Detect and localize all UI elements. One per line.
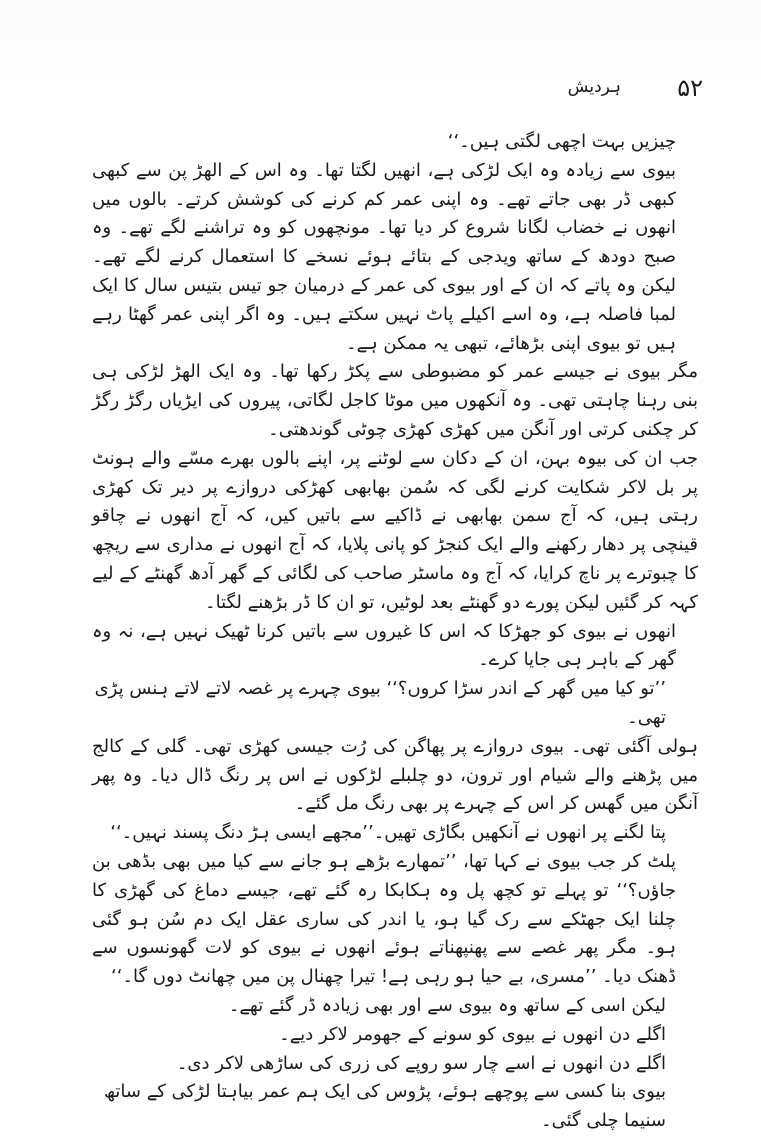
page-header xyxy=(0,72,761,112)
paragraph: بیوی بنا کسی سے پوچھے ہوئے، پڑوس کی ایک ہم عمر بیاہتا لڑکی کے ساتھ سنیما چلی گئی۔ xyxy=(104,1081,666,1132)
paragraph: لیکن اسی کے ساتھ وہ بیوی سے اور بھی زیادہ ڈر گئے تھے۔ xyxy=(228,994,666,1016)
paragraph: اگلے دن انھوں نے بیوی کو سونے کے جھومر لاکر دیے۔ xyxy=(279,1023,666,1045)
paragraph: پلٹ کر جب بیوی نے کہا تھا، ’’تمھارے بڑھے ہو جانے سے کیا میں بھی بڈھی بن جاؤں؟‘‘ تو پہلے تو کچھ پل وہ ہکابکا رہ گئے تھے، جیسے دماغ کی گھڑی کا چلنا ایک جھٹکے سے رک گیا ہو، یا اندر کی ساری عقل ایک دم سُن ہو گئی ہو۔ مگر پھر غصے سے پھنپھناتے ہوئے انھوں نے بیوی کو لات گھونسوں سے ڈھنک دیا۔ ’’مسری، بے حیا ہو رہی ہے! تیرا چھنال پن میں چھانٹ دوں گا۔‘‘ xyxy=(92,850,676,988)
paragraph: بیوی سے زیادہ وہ ایک لڑکی ہے، انھیں لگتا تھا۔ وہ اس کے الھڑ پن سے کبھی کبھی ڈر بھی جاتے تھے۔ وہ اپنی عمر کم کرنے کی کوشش کرتے۔ بالوں میں انھوں نے خضاب لگانا شروع کر دیا تھا۔ مونچھوں کو وہ تراشنے لگے تھے۔ وہ صبح دودھ کے ساتھ ویدجی کے بتائے ہوئے نسخے کا استعمال کرنے لگے تھے۔لیکن وہ پاتے کہ ان کے اور بیوی کی عمر کے درمیان جو تیس بتیس سال کا ایک لمبا فاصلہ ہے، وہ اسے اکیلے پاٹ نہیں سکتے ہیں۔ وہ اگر اپنی عمر گھٹا رہے ہیں تو بیوی اپنی بڑھائے، تبھی یہ ممکن ہے۔ xyxy=(92,159,676,354)
paragraph: انھوں نے بیوی کو جھڑکا کہ اس کا غیروں سے باتیں کرنا ٹھیک نہیں ہے، نہ وہ گھر کے باہر ہی جایا کرے۔ xyxy=(92,620,676,671)
paragraph: ہولی آگئی تھی۔ بیوی دروازے پر پھاگن کی رُت جیسی کھڑی تھی۔ گلی کے کالج میں پڑھنے والے شیام اور ترون، دو چلبلے لڑکوں نے اس پر رنگ ڈال دیا۔ وہ پھر آنگن میں گھس کر اس کے چہرے پر بھی رنگ مل گئے۔ xyxy=(92,735,698,815)
running-title: ہردیش xyxy=(567,77,621,97)
body-text xyxy=(92,128,698,1136)
paragraph: ’’تو کیا میں گھر کے اندر سڑا کروں؟‘‘ بیوی چہرے پر غصہ لاتے لاتے ہنس پڑی تھی۔ xyxy=(94,678,666,728)
paragraph: اگلے دن انھوں نے اسے چار سو روپے کی زری کی ساڑھی لاکر دی۔ xyxy=(176,1052,666,1074)
paragraph: پتا لگنے پر انھوں نے آنکھیں بگاڑی تھیں۔’’مجھے ایسی ہڑ دنگ پسند نہیں۔‘‘ xyxy=(110,822,666,844)
paragraph: جب ان کی بیوہ بہن، ان کے دکان سے لوٹنے پر، اپنے بالوں بھرے مسّے والے ہونٹ پر بل لاکر شکایت کرنے لگی کہ سُمن بھابھی کھڑکی دروازے پر دیر تک کھڑی رہتی ہیں، کہ آج سمن بھابھی نے ڈاکیے سے باتیں کیں، کہ آج انھوں نے چاقو قینچی پر دھار رکھنے والے ایک کنجڑ کو پانی پلایا، کہ آج انھوں نے مداری سے ریچھ کا چبوترے پر ناچ کرایا، کہ آج وہ ماسٹر صاحب کی لگائی کے گھر آدھ گھنٹے کے لیے کہہ کر گئیں لیکن پورے دو گھنٹے بعد لوٹیں، تو ان کا ڈر بڑھنے لگتا۔ xyxy=(92,447,698,613)
page-number: ۵۲ xyxy=(677,74,703,102)
paragraph: مگر بیوی نے جیسے عمر کو مضبوطی سے پکڑ رکھا تھا۔ وہ ایک الھڑ لڑکی ہی بنی رہنا چاہتی تھی۔ وہ آنکھوں میں موٹا کاجل لگاتی، پیروں کی ایڑیاں رگڑ رگڑ کر چکنی کرتی اور آنگن میں کھڑی کھڑی چوٹی گوندھتی۔ xyxy=(92,361,698,440)
paragraph: چیزیں بہت اچھی لگتی ہیں۔‘‘ xyxy=(447,131,676,152)
